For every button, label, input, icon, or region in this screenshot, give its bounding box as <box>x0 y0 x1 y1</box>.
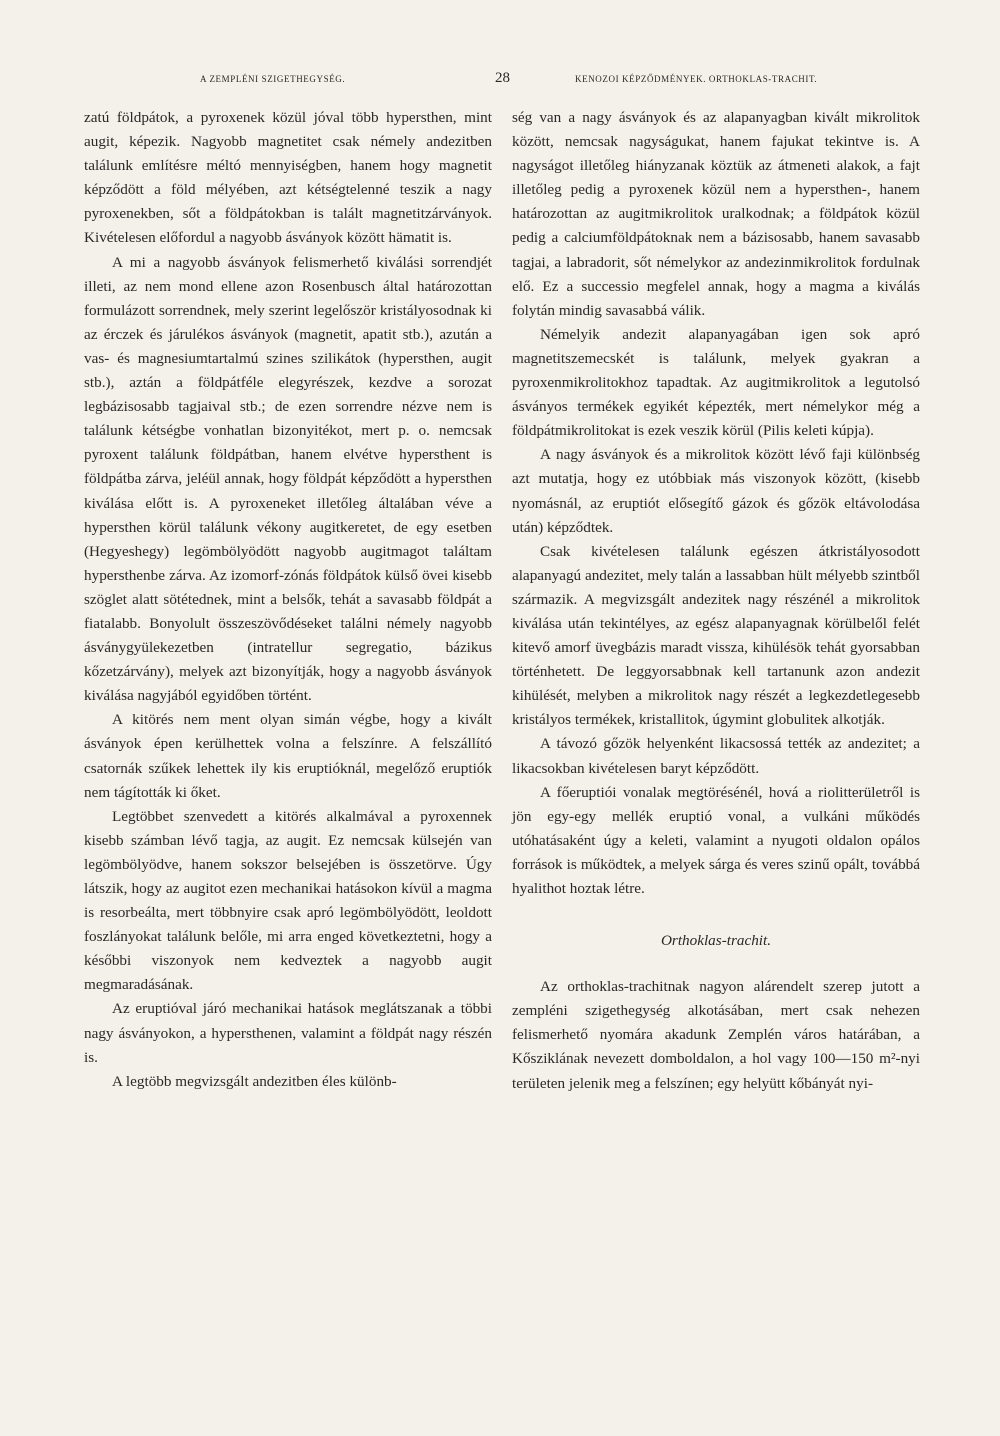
left-column <box>84 106 492 1094</box>
right-column <box>512 106 920 1096</box>
paragraph: Az orthoklas-trachitnak nagyon alárendelt szerep jutott a zempléni szigethegység alkotásában, mert csak nehezen felismerhető nyomára akadunk Zemplén város határában, a Kősziklának nevezett domboldalon, a hol vagy 100—150 m²-nyi területen jelenik meg a felszínen; egy helyütt kőbányát nyi- <box>512 978 920 1092</box>
running-header <box>80 70 920 88</box>
paragraph: Csak kivételesen találunk egészen átkristályosodott alapanyagú andezitet, mely talán a lassabban hült mélyebb szintből származik. A megvizsgált andezitek nagy részénél a mikrolitok kiválása után tekintélyes, az egész alapanyagnak körülbelől felét kitevő amorf üvegbázis maradt vissza, kihülésök tehát gyorsabban történhetett. De leggyorsabbnak kell tartanunk azon andezit kihülését, melyben a mikrolitok nagy részét a legkezdetlegesebb kristályos termékek, kristallitok, úgymint globulitek alkotják. <box>512 542 920 729</box>
section-title: Orthoklas-trachit. <box>660 932 772 950</box>
paragraph: A mi a nagyobb ásványok felismerhető kiválási sorrendjét illeti, az nem mond ellene azon Rosenbusch által határozottan formulázott sorrendnek, mely szerint legelőször kristályosodnak ki az érczek és járulékos ásványok (magnetit, apatit stb.), azután a vas- és magnesiumtartalmú szines szilikátok (hypersthen, augit stb.), aztán a földpátféle elegyrészek, kezdve a sorozat legbázisosabb tagjaival stb.; de ezen sorrendre nézve nem is találunk kétségbe vonhatlan bizonyitékot, mert p. o. nemcsak pyroxent találunk földpátban, hanem elvétve hypersthent is földpátba zárva, jeléül annak, hogy földpát képződött a hypersthen kiválása előtt is. A pyroxeneket illetőleg általában véve a hypersthen körül találunk vékony augitkeretet, de egy esetben (Hegyeshegy) legömbölyödött nagyobb augitmagot találtam hypersthenbe zárva. Az izomorf-zónás földpátok külső övei kisebb szöglet alatt sötétednek, mint a belsők, tehát a savasabb földpát a fiatalabb. Bonyolult összeszövődéseket találni némely nagyobb ásványgyülekezetben (intratellur segregatio, bázikus kőzetzárvány), melyek azt bizonyítják, hogy a nagyobb ásványok kiválása nagyjából egyidőben történt. <box>84 253 492 705</box>
paragraph: Az eruptióval járó mechanikai hatások meglátszanak a többi nagy ásványokon, a hypersthenen, valamint a földpát nagy részén is. <box>84 1000 492 1066</box>
paragraph: ség van a nagy ásványok és az alapanyagban kivált mikrolitok között, nemcsak nagyságukat, hanem fajukat tekintve is. A nagyságot illetőleg hiányzanak köztük az átmeneti alakok, a fajt illetőleg pedig a pyroxenek közül nem a hypersthen-, hanem határozottan az augitmikrolitok uralkodnak; a földpátok közül pedig a calciumföldpátoknak nem a bázisosabb, hanem savasabb tagjai, a labradorit, sőt némelykor az andezinmikrolitok fordulnak elő. Ez a successio megfelel annak, hogy a magma a kiválás folytán mindig savasabbá válik. <box>512 109 920 319</box>
paragraph: A nagy ásványok és a mikrolitok között lévő faji különbség azt mutatja, hogy ez utóbbiak más viszonyok között, (kisebb nyomásnál, az eruptiót elősegítő gázok és gőzök eltávolodása után) képződtek. <box>512 446 920 536</box>
paragraph: A távozó gőzök helyenként likacsossá tették az andezitet; a likacsokban kivételesen baryt képződött. <box>512 735 920 777</box>
paragraph: Némelyik andezit alapanyagában igen sok apró magnetitszemecskét is találunk, melyek gyakran a pyroxenmikrolitokhoz tapadtak. Az augitmikrolitok a legutolsó ásványos termékek egyikét képezték, mert némelykor még a földpátmikrolitokat is ezek veszik körül (Pilis keleti kúpja). <box>512 325 920 440</box>
header-left-title: A ZEMPLÉNI SZIGETHEGYSÉG. <box>200 74 346 84</box>
header-right-title: KENOZOI KÉPZŐDMÉNYEK. ORTHOKLAS-TRACHIT. <box>575 74 818 84</box>
page-number: 28 <box>495 70 510 86</box>
paragraph: Legtöbbet szenvedett a kitörés alkalmával a pyroxennek kisebb számban lévő tagja, az augit. Ez nemcsak külsején van legömbölyödve, hanem sokszor belsejében is összetörve. Úgy látszik, hogy az augitot ezen mechanikai hatásokon kívül a magma is resorbeálta, mert többnyire csak apró legömbölyödött, leoldott foszlányokat találunk belőle, mi arra enged következtetni, hogy a későbbi viszonyok nem kedveztek a nagyobb augit megmaradásának. <box>84 807 492 994</box>
paragraph: A kitörés nem ment olyan simán végbe, hogy a kivált ásványok épen kerülhettek volna a felszínre. A felszállító csatornák szűkek lehettek ily kis eruptióknál, megelőző eruptiók nem tágították ki őket. <box>84 711 492 801</box>
paragraph: A legtöbb megvizsgált andezitben éles különb- <box>112 1072 397 1090</box>
paragraph: A főeruptiói vonalak megtörésénél, hová a riolitterületről is jön egy-egy mellék eruptió vonal, a vulkáni működés utóhatásaként úgy a keleti, valamint a nyugoti oldalon opálos források is működtek, a melyek sárga és veres szinű opált, továbbá hyalithot hoztak létre. <box>512 783 920 897</box>
paragraph: zatú földpátok, a pyroxenek közül jóval több hypersthen, mint augit, képezik. Nagyobb magnetitet csak némely andezitben találunk említésre méltó mennyiségben, hanem hogy magnetit képződött a föld mélyében, azt kétségtelenné teszik a nagy pyroxenekben, sőt a földpátokban is talált magnetitzárványok. Kivételesen előfordul a nagyobb ásványok között hämatit is. <box>84 109 492 247</box>
